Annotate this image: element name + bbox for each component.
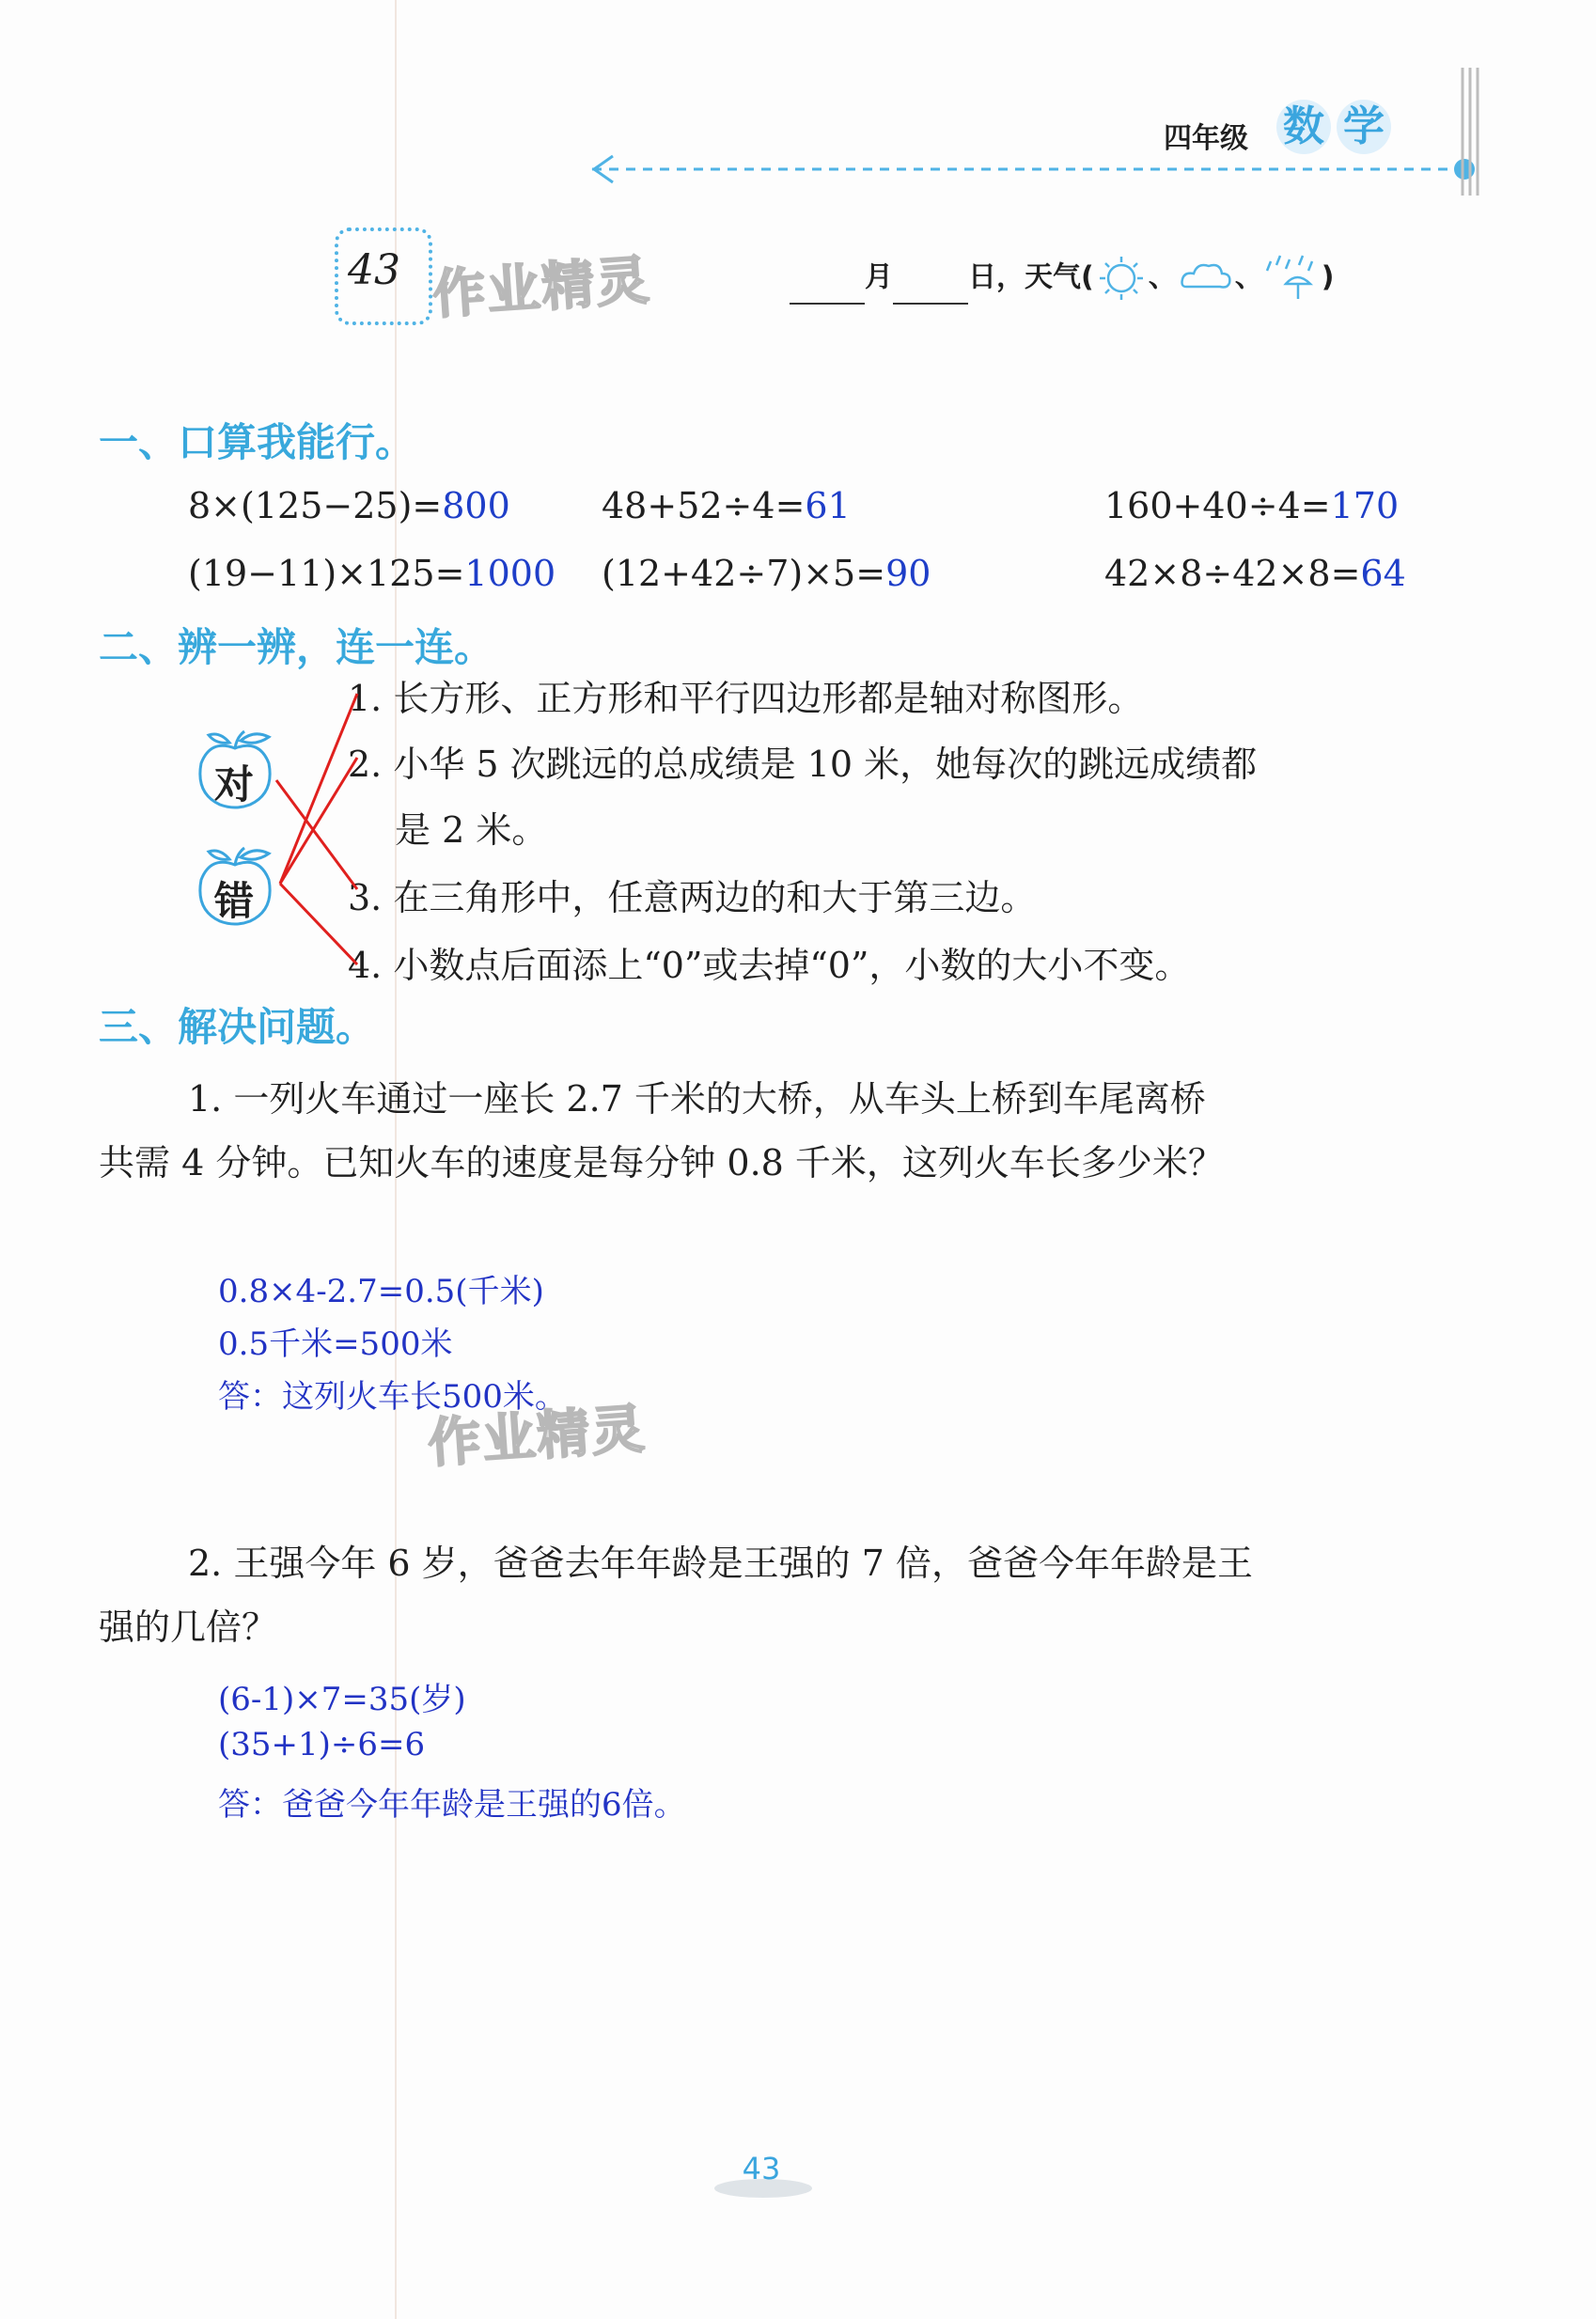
apple-wrong-label: 错 xyxy=(214,878,255,924)
calc-answer: 64 xyxy=(1360,553,1406,594)
answer2-conclusion: 答：爸爸今年年龄是王强的6倍。 xyxy=(218,1786,686,1824)
grade-label: 四年级 xyxy=(1164,122,1248,155)
answer2-step1: (6-1)×7=35(岁) xyxy=(218,1681,466,1718)
subject-char-1: 数 xyxy=(1276,100,1331,154)
page-number: 43 xyxy=(742,2151,781,2186)
section2-title: 二、辨一辨，连一连。 xyxy=(99,624,494,670)
question2-line2: 强的几倍？ xyxy=(99,1606,278,1648)
lesson-title: 作业精灵 xyxy=(430,249,653,327)
calc-expression: (19−11)×125= xyxy=(188,553,465,594)
calc-answer: 61 xyxy=(805,485,851,526)
subject-char-2: 学 xyxy=(1337,100,1391,154)
line-wrong-to-4 xyxy=(280,884,357,964)
calc-answer: 90 xyxy=(885,553,931,594)
line-wrong-to-1 xyxy=(280,694,357,884)
weather-separator-1: 、 xyxy=(1148,260,1177,294)
statement-2-cont: 是 2 米。 xyxy=(395,809,548,851)
statement-1: 1. 长方形、正方形和平行四边形都是轴对称图形。 xyxy=(348,678,1144,719)
month-label: 月 xyxy=(865,260,893,294)
weather-label: ，天气( xyxy=(996,260,1094,294)
line-wrong-to-2 xyxy=(280,758,357,884)
answer1-step1: 0.8×4-2.7=0.5(千米) xyxy=(218,1273,544,1310)
weather-separator-2: 、 xyxy=(1234,260,1263,294)
question1-line2: 共需 4 分钟。已知火车的速度是每分钟 0.8 千米，这列火车长多少米？ xyxy=(99,1142,1224,1183)
statement-2: 2. 小华 5 次跳远的总成绩是 10 米，她每次的跳远成绩都 xyxy=(348,744,1258,785)
calc-expression: 42×8÷42×8= xyxy=(1104,553,1361,594)
weather-close-paren: ) xyxy=(1321,260,1335,294)
answer2-step2: (35+1)÷6=6 xyxy=(218,1726,426,1763)
section1-title: 一、口算我能行。 xyxy=(99,419,415,465)
calc-expression: (12+42÷7)×5= xyxy=(602,553,886,594)
lesson-number: 43 xyxy=(348,246,400,294)
question1-line1: 1. 一列火车通过一座长 2.7 千米的大桥，从车头上桥到车尾离桥 xyxy=(188,1078,1206,1120)
calc-expression: 48+52÷4= xyxy=(602,485,806,526)
question2-line1: 2. 王强今年 6 岁，爸爸去年年龄是王强的 7 倍，爸爸今年年龄是王 xyxy=(188,1543,1254,1584)
matching-lines xyxy=(0,0,1596,1034)
answer1-step2: 0.5千米=500米 xyxy=(218,1325,453,1363)
statement-4: 4. 小数点后面添上“0”或去掉“0”，小数的大小不变。 xyxy=(348,945,1191,986)
calc-answer: 800 xyxy=(442,485,510,526)
section3-title: 三、解决问题。 xyxy=(99,1004,376,1050)
calc-answer: 170 xyxy=(1330,485,1400,526)
watermark: 作业精灵 xyxy=(426,1398,649,1476)
apple-correct-label: 对 xyxy=(214,761,255,807)
answer1-conclusion: 答：这列火车长500米。 xyxy=(218,1378,567,1416)
calc-expression: 160+40÷4= xyxy=(1104,485,1331,526)
calc-answer: 1000 xyxy=(464,553,556,594)
statement-3: 3. 在三角形中，任意两边的和大于第三边。 xyxy=(348,877,1037,918)
day-label: 日 xyxy=(968,260,996,294)
calc-expression: 8×(125−25)= xyxy=(188,485,443,526)
